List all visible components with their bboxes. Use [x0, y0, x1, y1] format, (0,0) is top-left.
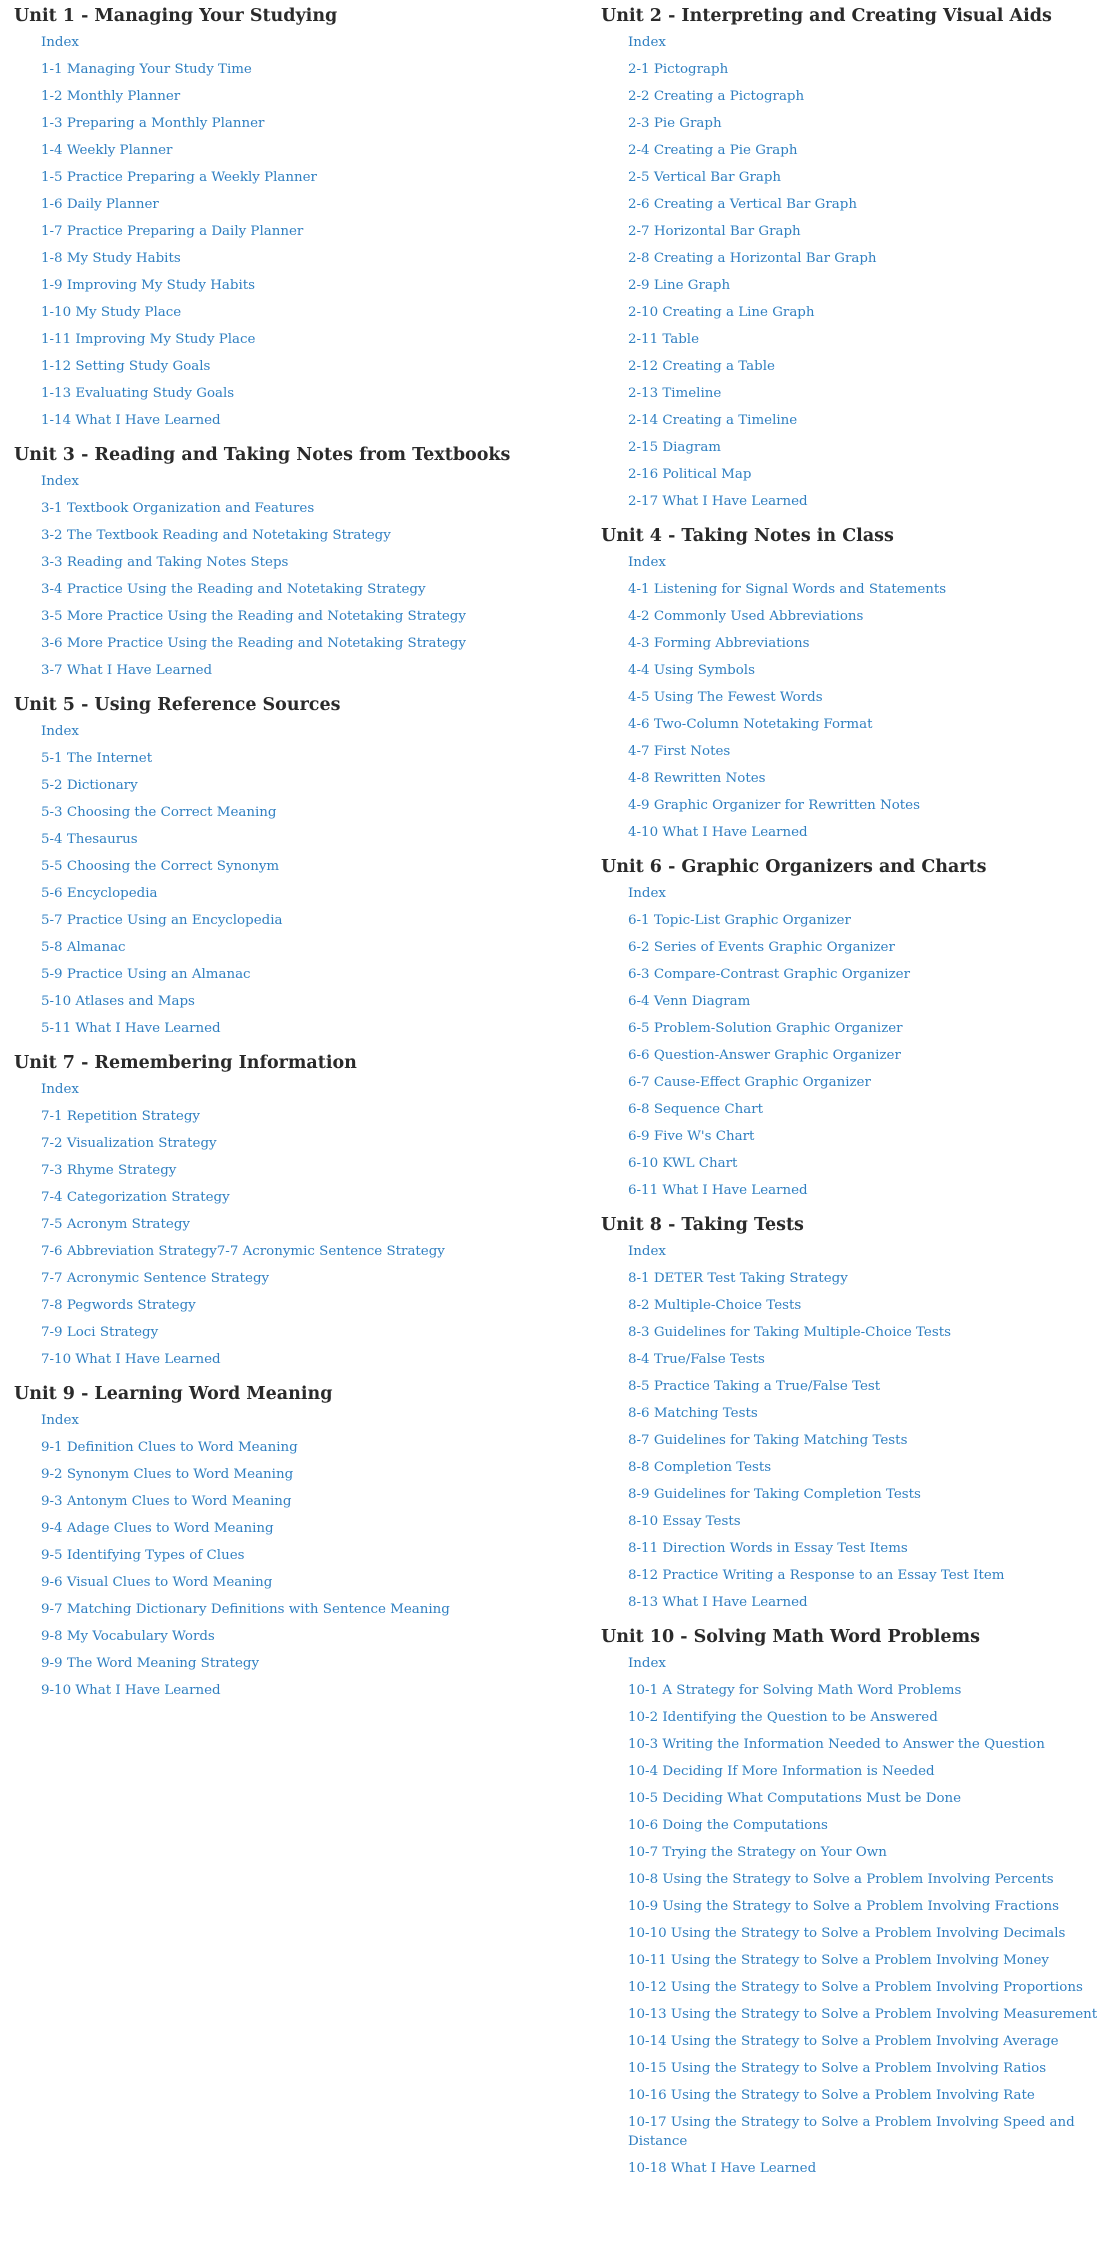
lesson-link-2-15[interactable]: 2-15 Diagram [628, 440, 721, 455]
lesson-link-4-4[interactable]: 4-4 Using Symbols [628, 663, 755, 678]
lesson-link-7-9[interactable]: 7-9 Loci Strategy [41, 1325, 159, 1340]
lesson-link-9-4[interactable]: 9-4 Adage Clues to Word Meaning [41, 1521, 274, 1536]
lesson-link-3-7[interactable]: 3-7 What I Have Learned [41, 663, 213, 678]
lesson-link-9-7[interactable]: 9-7 Matching Dictionary Definitions with Sentence Meaning [41, 1602, 450, 1617]
lesson-list [601, 884, 1101, 1200]
lesson-link-2-2[interactable]: 2-2 Creating a Pictograph [628, 89, 805, 104]
lesson-link-1-13[interactable]: 1-13 Evaluating Study Goals [41, 386, 235, 401]
lesson-link-7-5[interactable]: 7-5 Acronym Strategy [41, 1217, 190, 1232]
lesson-link-4-7[interactable]: 4-7 First Notes [628, 744, 731, 759]
lesson-link-7-7[interactable]: 7-7 Acronymic Sentence Strategy [41, 1271, 270, 1286]
lesson-link-1-2[interactable]: 1-2 Monthly Planner [41, 89, 181, 104]
lesson-link-9-1[interactable]: 9-1 Definition Clues to Word Meaning [41, 1440, 298, 1455]
lesson-link-1-5[interactable]: 1-5 Practice Preparing a Weekly Planner [41, 170, 317, 185]
lesson-link-10-8[interactable]: 10-8 Using the Strategy to Solve a Problem Involving Percents [628, 1872, 1054, 1887]
lesson-link-6-5[interactable]: 6-5 Problem-Solution Graphic Organizer [628, 1021, 903, 1036]
lesson-link-2-9[interactable]: 2-9 Line Graph [628, 278, 731, 293]
lesson-list [601, 1654, 1101, 2178]
unit-section [601, 1621, 1101, 2178]
lesson-link-6-9[interactable]: 6-9 Five W's Chart [628, 1129, 755, 1144]
lesson-link-3-5[interactable]: 3-5 More Practice Using the Reading and Notetaking Strategy [41, 609, 466, 624]
lesson-link-2-10[interactable]: 2-10 Creating a Line Graph [628, 305, 815, 320]
lesson-link-6-10[interactable]: 6-10 KWL Chart [628, 1156, 738, 1171]
lesson-list [14, 472, 574, 680]
lesson-link-8-9[interactable]: 8-9 Guidelines for Taking Completion Tests [628, 1487, 921, 1502]
lesson-link-6-11[interactable]: 6-11 What I Have Learned [628, 1183, 808, 1198]
lesson-link-8-2[interactable]: 8-2 Multiple-Choice Tests [628, 1298, 802, 1313]
lesson-link-5-6[interactable]: 5-6 Encyclopedia [41, 886, 158, 901]
unit-title: Unit 2 - Interpreting and Creating Visual Aids [601, 6, 1052, 26]
lesson-link-4-1[interactable]: 4-1 Listening for Signal Words and Statements [628, 582, 947, 597]
lesson-link-2-1[interactable]: 2-1 Pictograph [628, 62, 729, 77]
lesson-link-5-2[interactable]: 5-2 Dictionary [41, 778, 138, 793]
lesson-link-1-10[interactable]: 1-10 My Study Place [41, 305, 182, 320]
lesson-link-1-11[interactable]: 1-11 Improving My Study Place [41, 332, 256, 347]
lesson-link-8-3[interactable]: 8-3 Guidelines for Taking Multiple-Choice Tests [628, 1325, 951, 1340]
lesson-link-1-8[interactable]: 1-8 My Study Habits [41, 251, 181, 266]
lesson-link-10-15[interactable]: 10-15 Using the Strategy to Solve a Problem Involving Ratios [628, 2061, 1047, 2076]
unit-title: Unit 9 - Learning Word Meaning [14, 1384, 333, 1404]
lesson-link-6-4[interactable]: 6-4 Venn Diagram [628, 994, 751, 1009]
unit-title: Unit 10 - Solving Math Word Problems [601, 1627, 980, 1647]
lesson-list [14, 1411, 574, 1700]
unit-section [14, 1378, 574, 1700]
lesson-link-1-14[interactable]: 1-14 What I Have Learned [41, 413, 221, 428]
lesson-link-4-3[interactable]: 4-3 Forming Abbreviations [628, 636, 810, 651]
lesson-link-4-6[interactable]: 4-6 Two-Column Notetaking Format [628, 717, 873, 732]
lesson-link-4-5[interactable]: 4-5 Using The Fewest Words [628, 690, 823, 705]
lesson-link-2-8[interactable]: 2-8 Creating a Horizontal Bar Graph [628, 251, 877, 266]
lesson-link-9-5[interactable]: 9-5 Identifying Types of Clues [41, 1548, 245, 1563]
lesson-link-8-7[interactable]: 8-7 Guidelines for Taking Matching Tests [628, 1433, 908, 1448]
lesson-link-2-14[interactable]: 2-14 Creating a Timeline [628, 413, 798, 428]
lesson-link-7-3[interactable]: 7-3 Rhyme Strategy [41, 1163, 177, 1178]
lesson-list [14, 722, 574, 1038]
lesson-link-2-7[interactable]: 2-7 Horizontal Bar Graph [628, 224, 801, 239]
index-link[interactable]: Index [628, 555, 666, 570]
lesson-link-10-13[interactable]: 10-13 Using the Strategy to Solve a Problem Involving Measurement [628, 2007, 1098, 2022]
lesson-list [601, 1242, 1101, 1612]
lesson-link-9-9[interactable]: 9-9 The Word Meaning Strategy [41, 1656, 260, 1671]
lesson-link-9-10[interactable]: 9-10 What I Have Learned [41, 1683, 221, 1698]
lesson-link-5-11[interactable]: 5-11 What I Have Learned [41, 1021, 221, 1036]
lesson-link-1-6[interactable]: 1-6 Daily Planner [41, 197, 159, 212]
lesson-link-3-1[interactable]: 3-1 Textbook Organization and Features [41, 501, 315, 516]
lesson-link-6-2[interactable]: 6-2 Series of Events Graphic Organizer [628, 940, 895, 955]
lesson-link-5-9[interactable]: 5-9 Practice Using an Almanac [41, 967, 251, 982]
lesson-link-8-6[interactable]: 8-6 Matching Tests [628, 1406, 758, 1421]
index-link[interactable]: Index [41, 35, 79, 50]
index-link[interactable]: Index [628, 886, 666, 901]
lesson-list [601, 33, 1101, 511]
lesson-link-6-8[interactable]: 6-8 Sequence Chart [628, 1102, 763, 1117]
lesson-link-8-12[interactable]: 8-12 Practice Writing a Response to an Essay Test Item [628, 1568, 1005, 1583]
index-link[interactable]: Index [41, 724, 79, 739]
lesson-link-5-4[interactable]: 5-4 Thesaurus [41, 832, 138, 847]
unit-title: Unit 5 - Using Reference Sources [14, 695, 341, 715]
lesson-link-5-10[interactable]: 5-10 Atlases and Maps [41, 994, 195, 1009]
lesson-link-10-12[interactable]: 10-12 Using the Strategy to Solve a Problem Involving Proportions [628, 1980, 1083, 1995]
lesson-link-1-7[interactable]: 1-7 Practice Preparing a Daily Planner [41, 224, 304, 239]
lesson-link-1-3[interactable]: 1-3 Preparing a Monthly Planner [41, 116, 265, 131]
lesson-link-6-6[interactable]: 6-6 Question-Answer Graphic Organizer [628, 1048, 901, 1063]
lesson-link-10-1[interactable]: 10-1 A Strategy for Solving Math Word Problems [628, 1683, 962, 1698]
lesson-link-7-4[interactable]: 7-4 Categorization Strategy [41, 1190, 230, 1205]
lesson-link-9-3[interactable]: 9-3 Antonym Clues to Word Meaning [41, 1494, 292, 1509]
lesson-link-2-4[interactable]: 2-4 Creating a Pie Graph [628, 143, 798, 158]
index-link[interactable]: Index [41, 1082, 79, 1097]
unit-section [14, 1047, 574, 1369]
lesson-link-8-5[interactable]: 8-5 Practice Taking a True/False Test [628, 1379, 881, 1394]
unit-title: Unit 3 - Reading and Taking Notes from Textbooks [14, 445, 511, 465]
index-link[interactable]: Index [41, 474, 79, 489]
lesson-link-1-1[interactable]: 1-1 Managing Your Study Time [41, 62, 252, 77]
unit-section [601, 1209, 1101, 1612]
lesson-link-10-4[interactable]: 10-4 Deciding If More Information is Needed [628, 1764, 935, 1779]
unit-section [14, 689, 574, 1038]
lesson-link-5-7[interactable]: 5-7 Practice Using an Encyclopedia [41, 913, 283, 928]
lesson-link-10-17[interactable]: 10-17 Using the Strategy to Solve a Problem Involving Speed and Distance [628, 2115, 1075, 2149]
lesson-link-10-18[interactable]: 10-18 What I Have Learned [628, 2161, 817, 2176]
index-link[interactable]: Index [628, 1656, 666, 1671]
lesson-link-8-1[interactable]: 8-1 DETER Test Taking Strategy [628, 1271, 848, 1286]
unit-title: Unit 1 - Managing Your Studying [14, 6, 338, 26]
lesson-link-7-2[interactable]: 7-2 Visualization Strategy [41, 1136, 217, 1151]
lesson-link-1-9[interactable]: 1-9 Improving My Study Habits [41, 278, 256, 293]
lesson-link-2-13[interactable]: 2-13 Timeline [628, 386, 722, 401]
lesson-link-8-11[interactable]: 8-11 Direction Words in Essay Test Items [628, 1541, 908, 1556]
lesson-link-10-5[interactable]: 10-5 Deciding What Computations Must be Done [628, 1791, 962, 1806]
lesson-link-1-4[interactable]: 1-4 Weekly Planner [41, 143, 173, 158]
lesson-link-3-6[interactable]: 3-6 More Practice Using the Reading and Notetaking Strategy [41, 636, 466, 651]
lesson-link-7-8[interactable]: 7-8 Pegwords Strategy [41, 1298, 196, 1313]
unit-section [601, 851, 1101, 1200]
unit-section [601, 0, 1101, 511]
lesson-link-9-6[interactable]: 9-6 Visual Clues to Word Meaning [41, 1575, 273, 1590]
lesson-link-8-4[interactable]: 8-4 True/False Tests [628, 1352, 765, 1367]
lesson-link-5-8[interactable]: 5-8 Almanac [41, 940, 126, 955]
lesson-list [14, 33, 574, 430]
lesson-link-8-8[interactable]: 8-8 Completion Tests [628, 1460, 772, 1475]
lesson-link-1-12[interactable]: 1-12 Setting Study Goals [41, 359, 211, 374]
lesson-link-2-3[interactable]: 2-3 Pie Graph [628, 116, 722, 131]
lesson-link-10-6[interactable]: 10-6 Doing the Computations [628, 1818, 828, 1833]
lesson-link-2-6[interactable]: 2-6 Creating a Vertical Bar Graph [628, 197, 857, 212]
lesson-link-7-10[interactable]: 7-10 What I Have Learned [41, 1352, 221, 1367]
lesson-link-10-11[interactable]: 10-11 Using the Strategy to Solve a Problem Involving Money [628, 1953, 1049, 1968]
lesson-list [601, 553, 1101, 842]
lesson-link-2-12[interactable]: 2-12 Creating a Table [628, 359, 775, 374]
index-link[interactable]: Index [628, 1244, 666, 1259]
lesson-link-4-10[interactable]: 4-10 What I Have Learned [628, 825, 808, 840]
unit-title: Unit 6 - Graphic Organizers and Charts [601, 857, 987, 877]
lesson-link-6-1[interactable]: 6-1 Topic-List Graphic Organizer [628, 913, 851, 928]
lesson-link-2-5[interactable]: 2-5 Vertical Bar Graph [628, 170, 782, 185]
lesson-link-9-2[interactable]: 9-2 Synonym Clues to Word Meaning [41, 1467, 294, 1482]
lesson-link-8-10[interactable]: 8-10 Essay Tests [628, 1514, 741, 1529]
index-link[interactable]: Index [41, 1413, 79, 1428]
index-link[interactable]: Index [628, 35, 666, 50]
lesson-link-9-8[interactable]: 9-8 My Vocabulary Words [41, 1629, 215, 1644]
lesson-link-10-10[interactable]: 10-10 Using the Strategy to Solve a Problem Involving Decimals [628, 1926, 1066, 1941]
lesson-link-5-1[interactable]: 5-1 The Internet [41, 751, 153, 766]
lesson-link-5-5[interactable]: 5-5 Choosing the Correct Synonym [41, 859, 280, 874]
lesson-link-2-17[interactable]: 2-17 What I Have Learned [628, 494, 808, 509]
lesson-link-6-3[interactable]: 6-3 Compare-Contrast Graphic Organizer [628, 967, 910, 982]
lesson-link-10-2[interactable]: 10-2 Identifying the Question to be Answered [628, 1710, 938, 1725]
right-column [601, 0, 1101, 2187]
lesson-link-4-2[interactable]: 4-2 Commonly Used Abbreviations [628, 609, 864, 624]
unit-title: Unit 8 - Taking Tests [601, 1215, 804, 1235]
lesson-link-10-16[interactable]: 10-16 Using the Strategy to Solve a Problem Involving Rate [628, 2088, 1035, 2103]
lesson-link-10-14[interactable]: 10-14 Using the Strategy to Solve a Problem Involving Average [628, 2034, 1059, 2049]
lesson-link-7-1[interactable]: 7-1 Repetition Strategy [41, 1109, 200, 1124]
unit-section [14, 0, 574, 430]
unit-title: Unit 4 - Taking Notes in Class [601, 526, 894, 546]
lesson-link-2-11[interactable]: 2-11 Table [628, 332, 699, 347]
unit-section [14, 439, 574, 680]
lesson-link-10-3[interactable]: 10-3 Writing the Information Needed to Answer the Question [628, 1737, 1045, 1752]
lesson-link-4-9[interactable]: 4-9 Graphic Organizer for Rewritten Notes [628, 798, 920, 813]
lesson-link-2-16[interactable]: 2-16 Political Map [628, 467, 752, 482]
lesson-link-4-8[interactable]: 4-8 Rewritten Notes [628, 771, 766, 786]
lesson-list [14, 1080, 574, 1369]
left-column [14, 0, 574, 1709]
lesson-link-3-2[interactable]: 3-2 The Textbook Reading and Notetaking Strategy [41, 528, 391, 543]
lesson-link-10-9[interactable]: 10-9 Using the Strategy to Solve a Problem Involving Fractions [628, 1899, 1059, 1914]
unit-title: Unit 7 - Remembering Information [14, 1053, 357, 1073]
lesson-link-6-7[interactable]: 6-7 Cause-Effect Graphic Organizer [628, 1075, 871, 1090]
unit-section [601, 520, 1101, 842]
lesson-link-3-3[interactable]: 3-3 Reading and Taking Notes Steps [41, 555, 289, 570]
lesson-link-5-3[interactable]: 5-3 Choosing the Correct Meaning [41, 805, 277, 820]
lesson-link-10-7[interactable]: 10-7 Trying the Strategy on Your Own [628, 1845, 887, 1860]
lesson-link-3-4[interactable]: 3-4 Practice Using the Reading and Notetaking Strategy [41, 582, 426, 597]
lesson-link-7-6[interactable]: 7-6 Abbreviation Strategy7-7 Acronymic Sentence Strategy [41, 1244, 445, 1259]
lesson-link-8-13[interactable]: 8-13 What I Have Learned [628, 1595, 808, 1610]
